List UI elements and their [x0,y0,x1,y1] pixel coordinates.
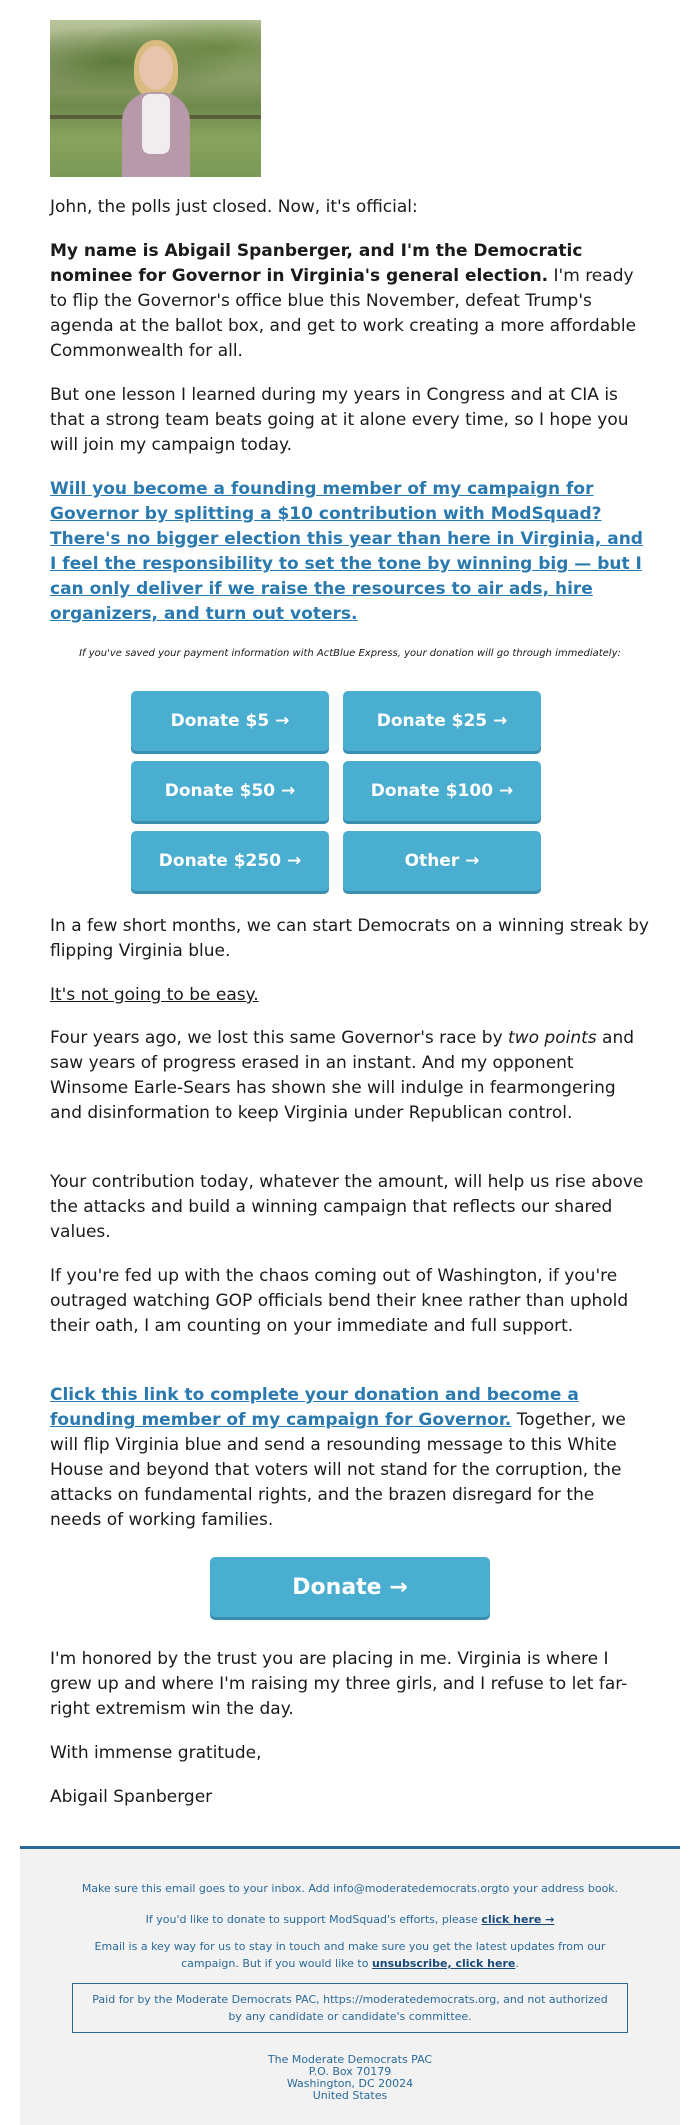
footer-donate-link[interactable]: click here → [481,1913,555,1926]
actblue-note: If you've saved your payment information with ActBlue Express, your donation will go through immediately: [79,648,621,659]
footer-address [70,2054,630,2102]
paragraph-nominee [50,239,650,364]
click-link-rest-text: Together, we will flip Virginia blue and send a resounding message to this White House and beyond that voters will not stand for the corruption, the attacks on fundamental rights, and the brazen disregard for the needs of working families. [50,1410,626,1530]
donate-50-button[interactable]: Donate $50 → [131,761,329,821]
address-line: The Moderate Democrats PAC [267,2053,433,2066]
four-years-text-b: and saw years of progress erased in an instant. And my opponent Winsome Earle-Sears has shown she will indulge in fearmongering and disinformation to keep Virginia under Republican control. [50,1028,635,1123]
address-line: United States [312,2089,388,2102]
donate-other-button[interactable]: Other → [343,831,541,891]
paragraph-fed-up: If you're fed up with the chaos coming out of Washington, if you're outraged watching GOP officials bend their knee rather than uphold their oath, I am counting on your immediate and full support. [50,1266,629,1336]
footer-email-text [70,1938,630,1972]
paragraph-winning-streak: In a few short months, we can start Democrats on a winning streak by flipping Virginia blue. [50,916,649,961]
paragraph-team: But one lesson I learned during my years in Congress and at CIA is that a strong team beats going at it alone every time, so I hope you will join my campaign today. [50,385,629,455]
donate-250-button[interactable]: Donate $250 → [131,831,329,891]
intro-text: John, the polls just closed. Now, it's official: [50,197,418,217]
footer-email-post: . [515,1957,519,1970]
footer-donate-text [70,1911,630,1928]
address-line: Washington, DC 20024 [286,2077,414,2090]
nominee-rest-text: I'm ready to flip the Governor's office blue this November, defeat Trump's agenda at the ballot box, and get to work creating a more affordable Commonwealth for all. [50,266,637,361]
footer-unsubscribe-link[interactable]: unsubscribe, click here [371,1957,516,1970]
four-years-text-a: Four years ago, we lost this same Governor's race by [50,1028,509,1048]
donate-big-button[interactable]: Donate → [210,1557,490,1617]
complete-donation-link[interactable]: Click this link to complete your donation and become a founding member of my campaign for Governor. [50,1385,579,1430]
signature-text: Abigail Spanberger [50,1787,213,1807]
paid-for-text: Paid for by the Moderate Democrats PAC, https://moderatedemocrats.org, and not authorized by any candidate or candidate's committee. [92,1993,608,2023]
two-points-text: two points [508,1028,597,1048]
paragraph-contribution: Your contribution today, whatever the amount, will help us rise above the attacks and build a winning campaign that reflects our shared values. [50,1172,644,1242]
donate-25-button[interactable]: Donate $25 → [343,691,541,751]
founding-member-link[interactable]: Will you become a founding member of my campaign for Governor by splitting a $10 contribution with ModSquad? There's no bigger election this year than here in Virginia, and I feel the responsibility to set the tone by winning big — but I can only deliver if we raise the resources to air ads, hire organizers, and turn out voters. [50,479,643,624]
paragraph-founding-member [50,477,650,627]
paragraph-honored: I'm honored by the trust you are placing in me. Virginia is where I grew up and where I'm raising my three girls, and I refuse to let far-right extremism win the day. [50,1649,628,1719]
footer-email-pre: Email is a key way for us to stay in touch and make sure you get the latest updates from our campaign. But if you would like to [94,1940,606,1970]
nominee-bold-text: My name is Abigail Spanberger, and I'm the Democratic nominee for Governor in Virginia's general election. [50,241,583,286]
paragraph-click-link [50,1383,650,1533]
candidate-photo [50,20,261,177]
footer-donate-pre: If you'd like to donate to support ModSquad's efforts, please [145,1913,482,1926]
donate-100-button[interactable]: Donate $100 → [343,761,541,821]
paragraph-not-easy: It's not going to be easy. [50,985,259,1005]
paid-for-box [72,1983,628,2033]
footer-inbox-text: Make sure this email goes to your inbox. Add info@moderatedemocrats.orgto your address book. [81,1882,619,1895]
address-line: P.O. Box 70179 [308,2065,392,2078]
donate-5-button[interactable]: Donate $5 → [131,691,329,751]
closing-text: With immense gratitude, [50,1743,262,1763]
paragraph-four-years [50,1026,650,1126]
